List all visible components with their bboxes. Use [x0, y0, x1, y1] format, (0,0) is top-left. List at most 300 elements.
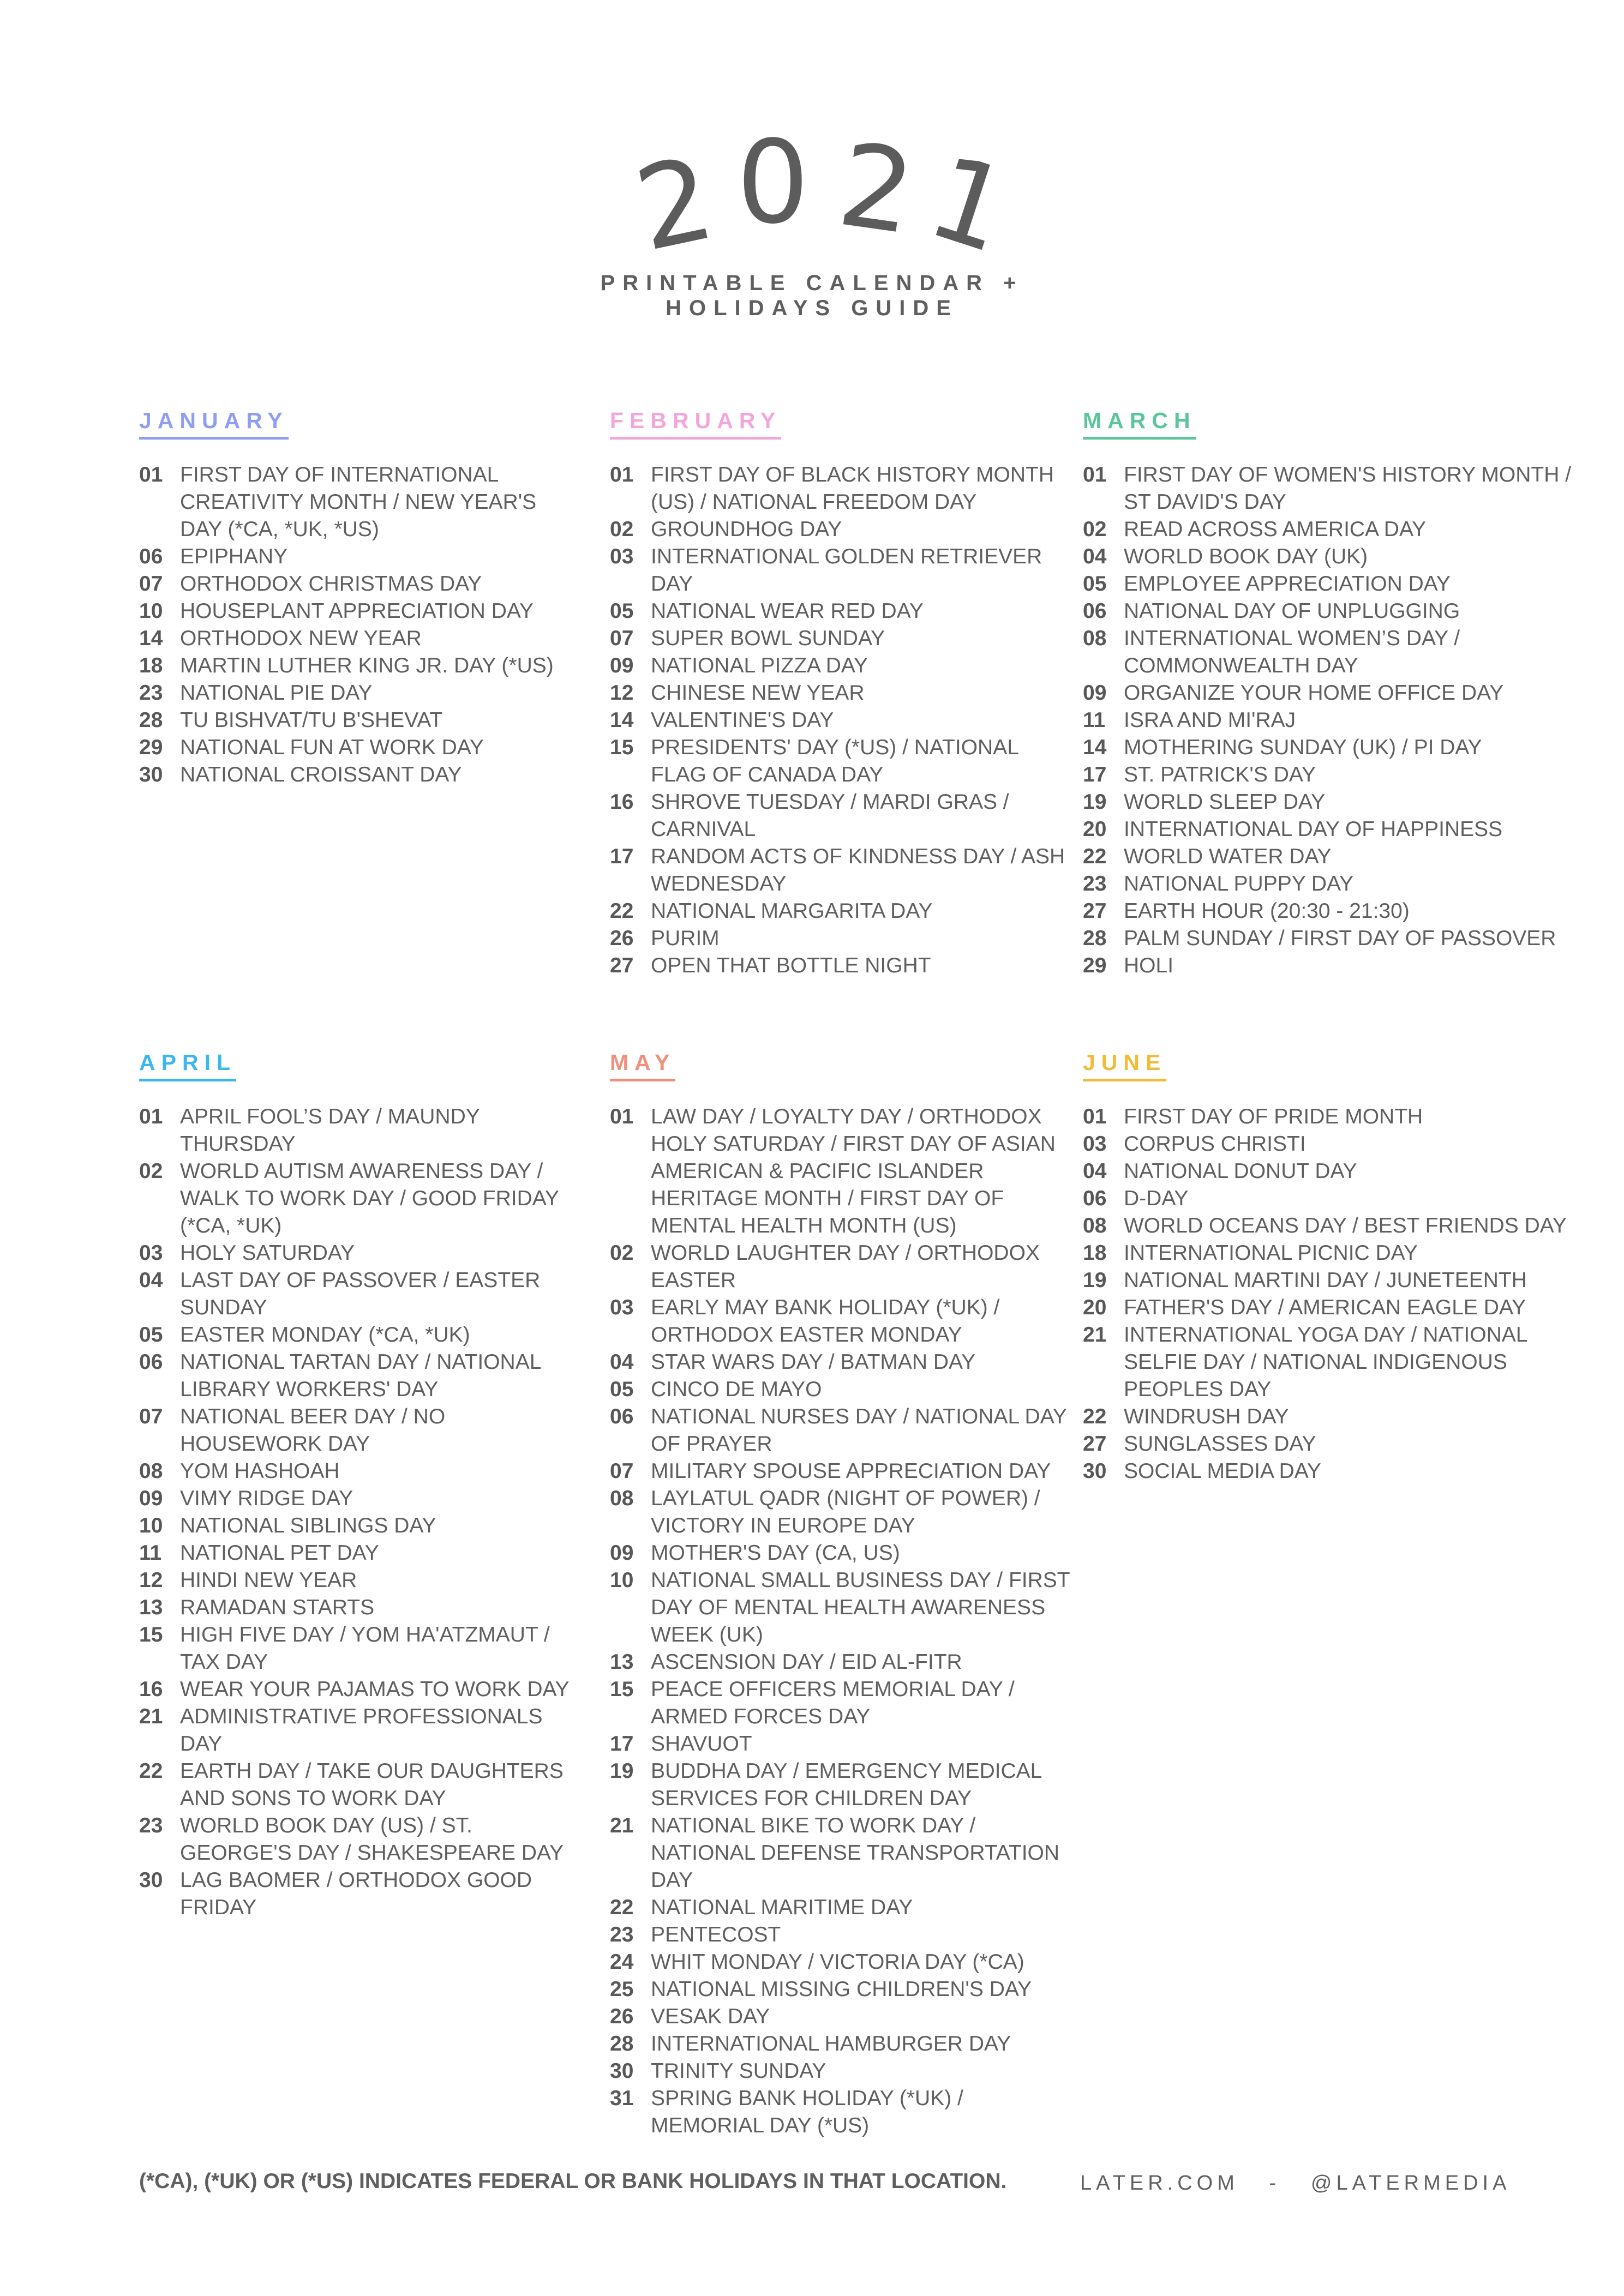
holiday-name: SOCIAL MEDIA DAY [1124, 1459, 1321, 1483]
holiday-entry [610, 461, 1079, 516]
holiday-date: 07 [139, 572, 163, 596]
holiday-date: 05 [610, 1378, 634, 1401]
holiday-entry [610, 1240, 1079, 1294]
holiday-entry [610, 2003, 1079, 2030]
holiday-entry [610, 1649, 1079, 1676]
holiday-entry [610, 952, 1079, 979]
holiday-entry [139, 1703, 576, 1758]
holiday-date: 01 [1083, 1105, 1107, 1128]
holiday-entry [610, 1921, 1079, 1949]
holiday-name: EARTH DAY / TAKE OUR DAUGHTERS AND SONS TO WORK DAY [180, 1759, 564, 1810]
holiday-name: NATIONAL PET DAY [180, 1541, 379, 1565]
holiday-date: 10 [139, 599, 163, 623]
holiday-entry [139, 1267, 576, 1321]
holiday-name: PEACE OFFICERS MEMORIAL DAY / ARMED FORCES DAY [651, 1678, 1015, 1728]
holiday-name: EASTER MONDAY (*CA, *UK) [180, 1323, 470, 1347]
holiday-entry [139, 598, 576, 625]
holiday-entry [1083, 570, 1574, 598]
holiday-entry [1083, 734, 1574, 761]
holiday-date: 30 [139, 763, 163, 786]
holiday-name: ISRA AND MI'RAJ [1124, 708, 1296, 732]
holiday-name: MILITARY SPOUSE APPRECIATION DAY [651, 1459, 1051, 1483]
holiday-name: GROUNDHOG DAY [651, 518, 842, 541]
holiday-entry [610, 1403, 1079, 1458]
holiday-name: TU BISHVAT/TU B'SHEVAT [180, 708, 443, 732]
month-june [1083, 1050, 1574, 1485]
holiday-entry [1083, 1267, 1574, 1294]
holiday-entry [610, 516, 1079, 543]
holiday-name: PRESIDENTS' DAY (*US) / NATIONAL FLAG OF CANADA DAY [651, 736, 1018, 786]
holiday-date: 30 [139, 1868, 163, 1892]
holiday-date: 20 [1083, 1296, 1107, 1319]
holiday-name: FIRST DAY OF WOMEN'S HISTORY MONTH / ST DAVID'S DAY [1124, 463, 1572, 514]
holiday-date: 05 [139, 1323, 163, 1347]
holiday-name: WORLD BOOK DAY (UK) [1124, 545, 1368, 568]
holiday-name: NATIONAL WEAR RED DAY [651, 599, 924, 623]
holiday-entry [610, 1103, 1079, 1240]
holiday-date: 15 [610, 1678, 634, 1701]
holiday-date: 22 [1083, 1405, 1107, 1428]
holiday-name: HIGH FIVE DAY / YOM HA'ATZMAUT / TAX DAY [180, 1623, 550, 1674]
holiday-name: FIRST DAY OF INTERNATIONAL CREATIVITY MONTH / NEW YEAR'S DAY (*CA, *UK, *US) [180, 463, 537, 541]
holiday-entry [610, 925, 1079, 952]
holiday-date: 16 [610, 790, 634, 814]
holiday-date: 11 [139, 1541, 162, 1565]
holiday-date: 08 [1083, 1214, 1107, 1237]
holiday-date: 29 [139, 736, 163, 759]
holiday-name: NATIONAL TARTAN DAY / NATIONAL LIBRARY WORKERS' DAY [180, 1350, 541, 1401]
holiday-date: 16 [139, 1678, 163, 1701]
holiday-name: ST. PATRICK'S DAY [1124, 763, 1316, 786]
holiday-name: HOUSEPLANT APPRECIATION DAY [180, 599, 534, 623]
holiday-name: WHIT MONDAY / VICTORIA DAY (*CA) [651, 1950, 1024, 1974]
holiday-name: BUDDHA DAY / EMERGENCY MEDICAL SERVICES FOR CHILDREN DAY [651, 1759, 1041, 1810]
holiday-date: 04 [1083, 1159, 1107, 1183]
holiday-name: INTERNATIONAL GOLDEN RETRIEVER DAY [651, 545, 1042, 596]
holiday-name: NATIONAL SMALL BUSINESS DAY / FIRST DAY OF MENTAL HEALTH AWARENESS WEEK (UK) [651, 1568, 1070, 1646]
holiday-entry [610, 1540, 1079, 1567]
holiday-date: 21 [139, 1705, 163, 1728]
holiday-date: 30 [1083, 1459, 1107, 1483]
holiday-date: 12 [139, 1568, 163, 1592]
holiday-name: OPEN THAT BOTTLE NIGHT [651, 954, 931, 977]
holiday-entry [1083, 516, 1574, 543]
holiday-name: WORLD LAUGHTER DAY / ORTHODOX EASTER [651, 1241, 1040, 1292]
holiday-date: 17 [610, 1732, 634, 1756]
holiday-name: WINDRUSH DAY [1124, 1405, 1289, 1428]
holiday-entry [1083, 1185, 1574, 1212]
holiday-date: 06 [1083, 1187, 1107, 1210]
holiday-name: FATHER'S DAY / AMERICAN EAGLE DAY [1124, 1296, 1526, 1319]
holiday-entry [1083, 1321, 1574, 1403]
subtitle-line-2: HOLIDAYS GUIDE [666, 296, 958, 320]
holiday-entry [1083, 625, 1574, 680]
holiday-entry [610, 1812, 1079, 1894]
holiday-entry [610, 1294, 1079, 1349]
holiday-entry [139, 1403, 576, 1458]
holiday-entry [1083, 843, 1574, 870]
holiday-entry [139, 1867, 576, 1921]
holiday-date: 27 [610, 954, 634, 977]
holiday-name: VESAK DAY [651, 2005, 770, 2028]
holiday-name: YOM HASHOAH [180, 1459, 340, 1483]
holiday-entry [610, 1758, 1079, 1812]
holiday-name: EMPLOYEE APPRECIATION DAY [1124, 572, 1451, 596]
holiday-date: 05 [610, 599, 634, 623]
holiday-entry [139, 1512, 576, 1540]
holiday-name: ORTHODOX NEW YEAR [180, 627, 422, 650]
holiday-entry [1083, 898, 1574, 925]
holiday-date: 04 [139, 1269, 163, 1292]
holiday-name: D-DAY [1124, 1187, 1189, 1210]
holiday-name: HOLI [1124, 954, 1174, 977]
holiday-date: 28 [610, 2032, 634, 2055]
holiday-name: INTERNATIONAL PICNIC DAY [1124, 1241, 1418, 1265]
holiday-date: 07 [610, 1459, 634, 1483]
holiday-name: NATIONAL MISSING CHILDREN'S DAY [651, 1978, 1032, 2001]
holiday-date: 20 [1083, 818, 1107, 841]
holiday-date: 13 [610, 1650, 634, 1674]
holiday-date: 22 [1083, 845, 1107, 868]
holiday-name: FIRST DAY OF BLACK HISTORY MONTH (US) / NATIONAL FREEDOM DAY [651, 463, 1054, 514]
holiday-date: 06 [610, 1405, 634, 1428]
holiday-entry [610, 898, 1079, 925]
year-digit: 1 [914, 129, 1025, 279]
holiday-date: 09 [1083, 681, 1107, 705]
holiday-name: VALENTINE'S DAY [651, 708, 834, 732]
month-heading: MARCH [1083, 408, 1196, 440]
holiday-entry [139, 1758, 576, 1812]
holiday-date: 27 [1083, 899, 1107, 923]
holiday-entry [1083, 1131, 1574, 1158]
holiday-name: WORLD AUTISM AWARENESS DAY / WALK TO WORK DAY / GOOD FRIDAY (*CA, *UK) [180, 1159, 559, 1237]
holiday-name: MOTHER'S DAY (CA, US) [651, 1541, 900, 1565]
holiday-name: CORPUS CHRISTI [1124, 1132, 1306, 1156]
holiday-name: LAST DAY OF PASSOVER / EASTER SUNDAY [180, 1269, 541, 1319]
holiday-date: 23 [610, 1923, 634, 1946]
holiday-date: 01 [610, 463, 634, 486]
subtitle-line-1: PRINTABLE CALENDAR + [600, 271, 1024, 295]
holiday-name: PENTECOST [651, 1923, 781, 1946]
holiday-name: MARTIN LUTHER KING JR. DAY (*US) [180, 654, 554, 677]
holiday-name: NATIONAL MARITIME DAY [651, 1896, 913, 1919]
holiday-name: RANDOM ACTS OF KINDNESS DAY / ASH WEDNESDAY [651, 845, 1065, 895]
holiday-entry [610, 652, 1079, 680]
holiday-entry [1083, 1458, 1574, 1485]
holiday-date: 18 [1083, 1241, 1107, 1265]
holiday-name: SPRING BANK HOLIDAY (*UK) / MEMORIAL DAY (*US) [651, 2087, 963, 2137]
holiday-entry [139, 1349, 576, 1403]
holiday-entry [139, 1621, 576, 1676]
month-heading: JANUARY [139, 408, 289, 440]
holiday-entry [610, 2085, 1079, 2139]
holiday-date: 19 [1083, 1269, 1107, 1292]
holiday-name: WEAR YOUR PAJAMAS TO WORK DAY [180, 1678, 570, 1701]
holiday-entry [1083, 598, 1574, 625]
holiday-entry [139, 461, 576, 543]
holiday-name: NATIONAL PIZZA DAY [651, 654, 868, 677]
month-may [610, 1050, 1079, 2139]
holiday-date: 01 [139, 463, 163, 486]
holiday-date: 24 [610, 1950, 634, 1974]
holiday-date: 21 [1083, 1323, 1107, 1347]
holiday-entry [610, 843, 1079, 898]
holiday-entry [1083, 1294, 1574, 1321]
month-heading: JUNE [1083, 1050, 1166, 1081]
holiday-entry [139, 543, 576, 570]
holiday-name: STAR WARS DAY / BATMAN DAY [651, 1350, 976, 1374]
holiday-entry [610, 1349, 1079, 1376]
holiday-entry [139, 570, 576, 598]
holiday-name: SHROVE TUESDAY / MARDI GRAS / CARNIVAL [651, 790, 1009, 841]
holiday-name: PALM SUNDAY / FIRST DAY OF PASSOVER [1124, 927, 1556, 950]
holiday-date: 15 [139, 1623, 163, 1646]
holiday-date: 28 [139, 708, 163, 732]
year-digit: 0 [736, 116, 810, 249]
holiday-date: 01 [610, 1105, 634, 1128]
holiday-date: 08 [1083, 627, 1107, 650]
holiday-entry [1083, 952, 1574, 979]
holiday-entry [139, 1103, 576, 1158]
holiday-name: RAMADAN STARTS [180, 1596, 375, 1619]
holiday-name: NATIONAL BIKE TO WORK DAY / NATIONAL DEFENSE TRANSPORTATION DAY [651, 1814, 1060, 1892]
holiday-entry [139, 1240, 576, 1267]
holiday-date: 09 [610, 1541, 634, 1565]
holiday-date: 29 [1083, 954, 1107, 977]
holiday-entry [139, 1812, 576, 1867]
holiday-date: 06 [139, 545, 163, 568]
holiday-date: 09 [139, 1487, 163, 1510]
holiday-name: NATIONAL MARGARITA DAY [651, 899, 933, 923]
holiday-date: 02 [610, 518, 634, 541]
holiday-date: 25 [610, 1978, 634, 2001]
holiday-entry [610, 680, 1079, 707]
holiday-name: FIRST DAY OF PRIDE MONTH [1124, 1105, 1423, 1128]
holiday-name: CINCO DE MAYO [651, 1378, 822, 1401]
holiday-name: WORLD OCEANS DAY / BEST FRIENDS DAY [1124, 1214, 1567, 1237]
holiday-entry [139, 625, 576, 652]
holiday-date: 26 [610, 2005, 634, 2028]
holiday-entry [610, 734, 1079, 789]
holiday-date: 04 [610, 1350, 634, 1374]
holiday-name: LAYLATUL QADR (NIGHT OF POWER) / VICTORY IN EUROPE DAY [651, 1487, 1040, 1537]
holiday-date: 11 [1083, 708, 1106, 732]
holiday-entry [1083, 543, 1574, 570]
holiday-name: VIMY RIDGE DAY [180, 1487, 353, 1510]
holiday-entry [139, 652, 576, 680]
holiday-entry [1083, 1431, 1574, 1458]
holiday-name: NATIONAL DONUT DAY [1124, 1159, 1357, 1183]
holiday-date: 28 [1083, 927, 1107, 950]
holiday-date: 23 [1083, 872, 1107, 895]
holiday-name: EARLY MAY BANK HOLIDAY (*UK) / ORTHODOX EASTER MONDAY [651, 1296, 1000, 1347]
holiday-name: ORGANIZE YOUR HOME OFFICE DAY [1124, 681, 1504, 705]
month-january [139, 408, 576, 789]
holiday-date: 02 [139, 1159, 163, 1183]
holiday-date: 08 [139, 1459, 163, 1483]
holiday-name: ADMINISTRATIVE PROFESSIONALS DAY [180, 1705, 543, 1756]
holiday-date: 01 [1083, 463, 1107, 486]
holiday-date: 18 [139, 654, 163, 677]
holiday-entry [139, 734, 576, 761]
holiday-date: 26 [610, 927, 634, 950]
holiday-name: INTERNATIONAL DAY OF HAPPINESS [1124, 818, 1503, 841]
holiday-name: NATIONAL CROISSANT DAY [180, 763, 462, 786]
holiday-date: 03 [610, 1296, 634, 1319]
month-heading: APRIL [139, 1050, 236, 1081]
holiday-name: NATIONAL MARTINI DAY / JUNETEENTH [1124, 1269, 1527, 1292]
holiday-name: HOLY SATURDAY [180, 1241, 355, 1265]
holiday-entry [1083, 1212, 1574, 1240]
holiday-name: EARTH HOUR (20:30 - 21:30) [1124, 899, 1410, 923]
holiday-name: TRINITY SUNDAY [651, 2059, 826, 2083]
year-digit: 2 [831, 117, 922, 261]
year-digit: 2 [625, 131, 724, 278]
month-heading: FEBRUARY [610, 408, 781, 440]
holiday-name: INTERNATIONAL YOGA DAY / NATIONAL SELFIE DAY / NATIONAL INDIGENOUS PEOPLES DAY [1124, 1323, 1527, 1401]
holiday-date: 17 [610, 845, 634, 868]
holiday-entry [610, 1567, 1079, 1649]
holiday-name: NATIONAL NURSES DAY / NATIONAL DAY OF PRAYER [651, 1405, 1067, 1456]
holiday-name: WORLD SLEEP DAY [1124, 790, 1326, 814]
holiday-name: HINDI NEW YEAR [180, 1568, 357, 1592]
holiday-entry [610, 1676, 1079, 1730]
holiday-entry [139, 1540, 576, 1567]
holiday-date: 19 [610, 1759, 634, 1783]
month-april [139, 1050, 576, 1921]
holiday-name: MOTHERING SUNDAY (UK) / PI DAY [1124, 736, 1482, 759]
holiday-entry [610, 789, 1079, 843]
holiday-date: 02 [610, 1241, 634, 1265]
holiday-entry [1083, 870, 1574, 898]
holiday-name: NATIONAL FUN AT WORK DAY [180, 736, 484, 759]
holiday-entry [1083, 925, 1574, 952]
holiday-entry [139, 761, 576, 789]
holiday-name: NATIONAL BEER DAY / NO HOUSEWORK DAY [180, 1405, 446, 1456]
holiday-date: 06 [1083, 599, 1107, 623]
holiday-entry [610, 2058, 1079, 2085]
holiday-entry [1083, 1403, 1574, 1431]
holiday-entry [139, 1158, 576, 1240]
holiday-entry [1083, 816, 1574, 843]
holiday-name: NATIONAL PIE DAY [180, 681, 373, 705]
holiday-legend-note: (*CA), (*UK) OR (*US) INDICATES FEDERAL OR BANK HOLIDAYS IN THAT LOCATION. [139, 2169, 1007, 2193]
holiday-date: 15 [610, 736, 634, 759]
holiday-name: LAG BAOMER / ORTHODOX GOOD FRIDAY [180, 1868, 532, 1919]
holiday-name: INTERNATIONAL WOMEN’S DAY / COMMONWEALTH DAY [1124, 627, 1460, 677]
holiday-date: 02 [1083, 518, 1107, 541]
holiday-entry [1083, 461, 1574, 516]
holiday-date: 23 [139, 1814, 163, 1837]
holiday-date: 07 [139, 1405, 163, 1428]
holiday-name: EPIPHANY [180, 545, 288, 568]
holiday-entry [610, 1976, 1079, 2003]
holiday-date: 27 [1083, 1432, 1107, 1456]
holiday-entry [610, 707, 1079, 734]
holiday-date: 21 [610, 1814, 634, 1837]
holiday-entry [610, 625, 1079, 652]
holiday-entry [139, 1485, 576, 1512]
holiday-name: NATIONAL SIBLINGS DAY [180, 1514, 436, 1537]
holiday-name: PURIM [651, 927, 720, 950]
holiday-entry [1083, 761, 1574, 789]
holiday-date: 03 [139, 1241, 163, 1265]
holiday-date: 31 [610, 2087, 634, 2110]
holiday-date: 17 [1083, 763, 1107, 786]
holiday-date: 14 [1083, 736, 1107, 759]
holiday-date: 19 [1083, 790, 1107, 814]
holiday-date: 01 [139, 1105, 163, 1128]
holiday-date: 03 [1083, 1132, 1107, 1156]
holiday-entry [139, 1321, 576, 1349]
holiday-name: NATIONAL DAY OF UNPLUGGING [1124, 599, 1460, 623]
holiday-name: ORTHODOX CHRISTMAS DAY [180, 572, 482, 596]
holiday-entry [610, 1485, 1079, 1540]
holiday-date: 10 [610, 1568, 634, 1592]
holiday-entry [610, 598, 1079, 625]
holiday-entry [139, 1567, 576, 1594]
holiday-date: 13 [139, 1596, 163, 1619]
holiday-name: READ ACROSS AMERICA DAY [1124, 518, 1427, 541]
month-february [610, 408, 1079, 979]
holiday-name: SHAVUOT [651, 1732, 752, 1756]
holiday-entry [1083, 1158, 1574, 1185]
credit-line: LATER.COM - @LATERMEDIA [1080, 2172, 1511, 2195]
holiday-date: 03 [610, 545, 634, 568]
holiday-name: CHINESE NEW YEAR [651, 681, 865, 705]
holiday-entry [610, 1949, 1079, 1976]
year-title [625, 116, 1025, 279]
holiday-date: 30 [610, 2059, 634, 2083]
holiday-entry [610, 1458, 1079, 1485]
holiday-entry [139, 707, 576, 734]
holiday-date: 07 [610, 627, 634, 650]
holiday-entry [1083, 1240, 1574, 1267]
holiday-entry [610, 1894, 1079, 1921]
holiday-name: APRIL FOOL’S DAY / MAUNDY THURSDAY [180, 1105, 480, 1156]
holiday-name: NATIONAL PUPPY DAY [1124, 872, 1354, 895]
holiday-entry [1083, 707, 1574, 734]
holiday-entry [1083, 680, 1574, 707]
holiday-entry [610, 1730, 1079, 1758]
holiday-entry [1083, 789, 1574, 816]
holiday-date: 22 [610, 1896, 634, 1919]
holiday-date: 23 [139, 681, 163, 705]
holiday-date: 14 [139, 627, 163, 650]
holiday-date: 09 [610, 654, 634, 677]
holiday-date: 22 [610, 899, 634, 923]
holiday-name: SUPER BOWL SUNDAY [651, 627, 885, 650]
holiday-date: 12 [610, 681, 634, 705]
holiday-entry [610, 543, 1079, 598]
month-march [1083, 408, 1574, 979]
holiday-date: 06 [139, 1350, 163, 1374]
holiday-name: INTERNATIONAL HAMBURGER DAY [651, 2032, 1011, 2055]
holiday-entry [139, 1594, 576, 1621]
holiday-entry [610, 1376, 1079, 1403]
holiday-date: 10 [139, 1514, 163, 1537]
holiday-date: 14 [610, 708, 634, 732]
holiday-date: 05 [1083, 572, 1107, 596]
holiday-date: 22 [139, 1759, 163, 1783]
holiday-entry [610, 2030, 1079, 2058]
month-heading: MAY [610, 1050, 675, 1081]
holiday-name: SUNGLASSES DAY [1124, 1432, 1316, 1456]
holiday-entry [139, 680, 576, 707]
holiday-name: LAW DAY / LOYALTY DAY / ORTHODOX HOLY SATURDAY / FIRST DAY OF ASIAN AMERICAN & PACIFIC ISLANDER HERITAGE MONTH / FIRST DAY OF MENTAL HEALTH MONTH (US) [651, 1105, 1056, 1237]
holiday-name: WORLD WATER DAY [1124, 845, 1332, 868]
holiday-entry [139, 1676, 576, 1703]
